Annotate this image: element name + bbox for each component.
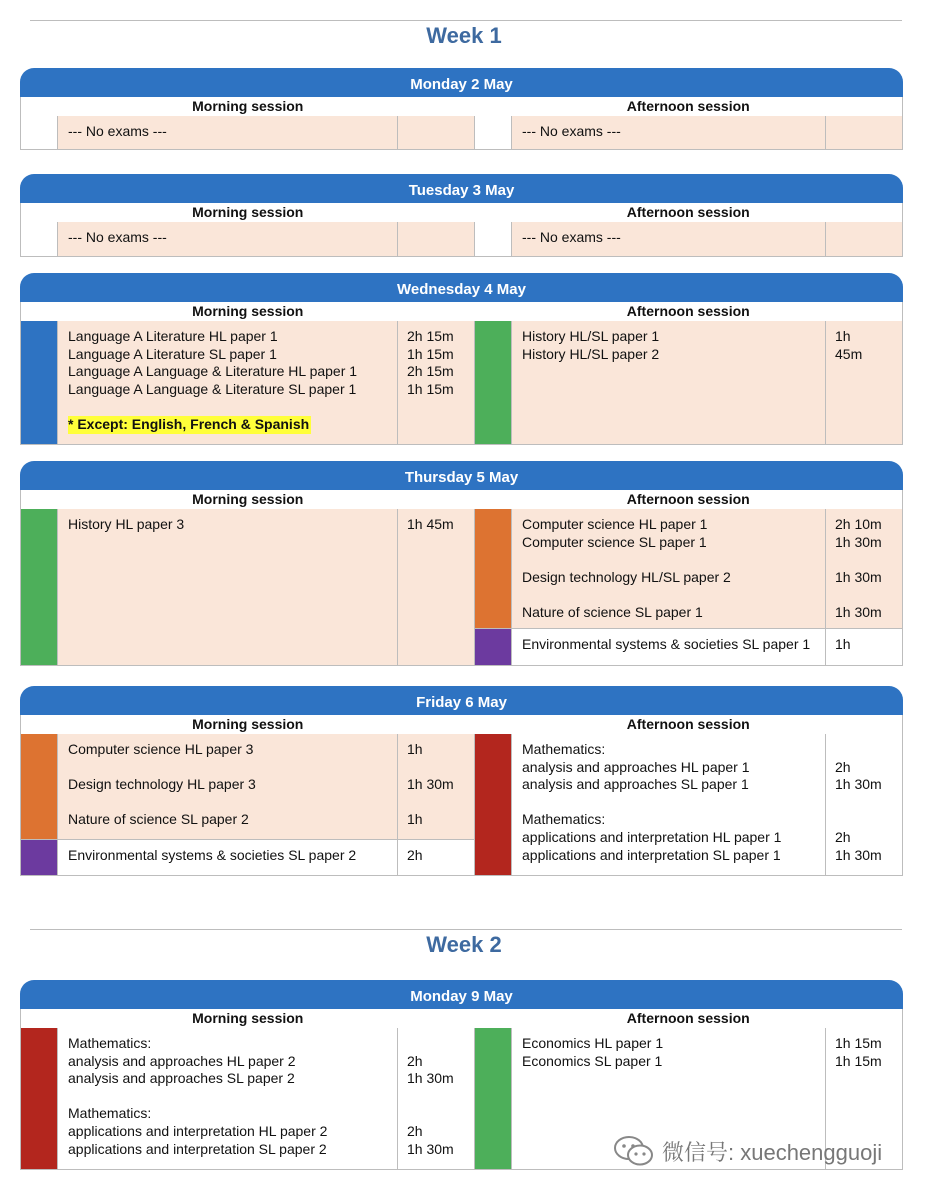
- exam-subject: [68, 398, 389, 416]
- exam-duration: [835, 586, 898, 604]
- exam-subject: applications and interpretation SL paper 2: [68, 1140, 327, 1157]
- exam-duration: 1h 15m: [407, 380, 454, 397]
- exam-duration: 1h 45m: [407, 516, 454, 532]
- day-wednesday-4-may: [20, 273, 903, 445]
- exam-duration: [835, 551, 898, 569]
- duration-list: [398, 222, 474, 256]
- exam-duration: [835, 229, 898, 247]
- exam-duration: [407, 1088, 470, 1106]
- exam-subject: Economics HL paper 1: [522, 1035, 664, 1051]
- subject-color-bar: [475, 509, 512, 628]
- exam-group: [21, 1028, 474, 1169]
- morning-session-label: Morning session: [192, 491, 304, 507]
- day-body: [20, 116, 903, 150]
- day-body: [20, 222, 903, 257]
- week-1-rule: [30, 20, 902, 21]
- exam-subject: Computer science HL paper 3: [68, 741, 254, 757]
- exam-subject: [522, 586, 817, 604]
- subject-color-bar: [21, 840, 58, 875]
- duration-list: [826, 734, 902, 875]
- exam-group: [475, 509, 902, 628]
- afternoon-column: [475, 509, 902, 665]
- subject-color-bar: [21, 1028, 58, 1169]
- exam-group: [475, 734, 902, 875]
- session-labels: [20, 97, 903, 116]
- day-header: Friday 6 May: [20, 686, 903, 715]
- day-friday-6-may: [20, 686, 903, 876]
- subject-color-bar: [21, 116, 58, 149]
- exam-subject: Environmental systems & societies SL paper 2: [68, 847, 357, 863]
- duration-list: [398, 116, 474, 149]
- session-labels: [20, 1009, 903, 1028]
- duration-list: [398, 509, 474, 665]
- exam-subject: Mathematics:: [522, 811, 606, 828]
- exam-duration: 1h 15m: [835, 1052, 882, 1069]
- duration-list: [826, 321, 902, 444]
- afternoon-column: [475, 222, 902, 256]
- exam-duration: 1h 30m: [835, 776, 882, 793]
- exam-subject: applications and interpretation SL paper 1: [522, 846, 781, 863]
- exam-duration: 1h 30m: [835, 568, 882, 585]
- duration-list: [826, 116, 902, 149]
- exam-duration: [407, 398, 470, 416]
- exam-subject: Language A Language & Literature HL paper 1: [68, 363, 358, 380]
- subject-list: [512, 509, 826, 628]
- week-2-rule: [30, 929, 902, 930]
- day-thursday-5-may: [20, 461, 903, 666]
- exam-duration: 2h 15m: [407, 363, 454, 380]
- day-tuesday-3-may: [20, 174, 903, 257]
- exam-duration: [407, 794, 470, 812]
- morning-session-label: Morning session: [192, 1010, 304, 1026]
- subject-color-bar: [475, 1028, 512, 1169]
- subject-list: [58, 840, 398, 875]
- exam-duration: 2h: [407, 1052, 423, 1069]
- exam-subject: [522, 794, 817, 812]
- day-body: [20, 734, 903, 876]
- subject-list: [58, 509, 398, 665]
- exam-duration: [835, 811, 898, 829]
- day-header: Monday 2 May: [20, 68, 903, 97]
- duration-list: [398, 1028, 474, 1169]
- afternoon-column: [475, 116, 902, 149]
- exception-highlight: * Except: English, French & Spanish: [68, 415, 310, 432]
- duration-list: [826, 509, 902, 628]
- exam-subject: [522, 551, 817, 569]
- afternoon-session-label: Afternoon session: [626, 204, 750, 220]
- exam-subject: --- No exams ---: [68, 123, 167, 139]
- exam-duration: 1h 15m: [835, 1035, 882, 1051]
- subject-list: [512, 734, 826, 875]
- subject-color-bar: [21, 321, 58, 444]
- watermark-text: 微信号: xuechengguoji: [662, 1139, 883, 1165]
- subject-list: [512, 321, 826, 444]
- exam-subject: analysis and approaches SL paper 1: [522, 776, 749, 793]
- exam-subject: --- No exams ---: [522, 229, 621, 245]
- exam-duration: 2h 10m: [835, 516, 882, 532]
- exam-duration: 1h: [407, 741, 423, 757]
- morning-column: [21, 321, 475, 444]
- exam-duration: [835, 741, 898, 759]
- exam-duration: [835, 794, 898, 812]
- exam-group: [21, 509, 474, 665]
- exam-duration: 1h 30m: [407, 1140, 454, 1157]
- exam-subject: Environmental systems & societies SL paper 1: [522, 636, 811, 652]
- subject-list: [58, 116, 398, 149]
- exam-subject: Mathematics:: [68, 1035, 152, 1051]
- exam-subject: [68, 759, 389, 777]
- exam-duration: 2h 15m: [407, 328, 454, 344]
- exam-subject: analysis and approaches HL paper 1: [522, 758, 750, 775]
- morning-column: [21, 116, 475, 149]
- exam-duration: 1h: [835, 328, 851, 344]
- exam-group: [475, 628, 902, 665]
- subject-color-bar: [21, 734, 58, 839]
- exam-subject: analysis and approaches HL paper 2: [68, 1052, 296, 1069]
- exam-subject: Nature of science SL paper 1: [522, 603, 703, 620]
- exam-subject: Computer science SL paper 1: [522, 533, 707, 550]
- afternoon-session-label: Afternoon session: [626, 98, 750, 114]
- exam-subject: Economics SL paper 1: [522, 1052, 663, 1069]
- exam-duration: 2h: [835, 758, 851, 775]
- afternoon-session-label: Afternoon session: [626, 491, 750, 507]
- afternoon-column: [475, 734, 902, 875]
- afternoon-session-label: Afternoon session: [626, 1010, 750, 1026]
- subject-list: [58, 734, 398, 839]
- week-1-title: Week 1: [426, 23, 502, 48]
- exam-group: [475, 116, 902, 149]
- exam-duration: 1h 30m: [835, 603, 882, 620]
- exam-duration: 1h 30m: [835, 846, 882, 863]
- duration-list: [826, 222, 902, 256]
- exam-duration: 2h: [407, 1122, 423, 1139]
- exam-duration: [407, 416, 470, 434]
- exam-subject: applications and interpretation HL paper 2: [68, 1122, 328, 1139]
- morning-session-label: Morning session: [192, 303, 304, 319]
- morning-column: [21, 1028, 475, 1169]
- exam-duration: [407, 1035, 470, 1053]
- subject-list: [58, 321, 398, 444]
- exam-subject: Design technology HL/SL paper 2: [522, 568, 731, 585]
- exception-note: [68, 416, 389, 434]
- wechat-icon: [612, 1134, 656, 1168]
- session-labels: [20, 715, 903, 734]
- exam-subject: analysis and approaches SL paper 2: [68, 1070, 295, 1087]
- exam-duration: 45m: [835, 345, 863, 362]
- exam-subject: [68, 794, 389, 812]
- exam-subject: History HL paper 3: [68, 516, 185, 532]
- exam-duration: 1h: [407, 811, 423, 828]
- exam-duration: 1h 30m: [407, 1070, 454, 1087]
- subject-color-bar: [475, 321, 512, 444]
- subject-color-bar: [21, 222, 58, 256]
- exam-group: [21, 222, 474, 256]
- exam-duration: [407, 1105, 470, 1123]
- week-2-title: Week 2: [426, 932, 502, 957]
- watermark: [612, 1134, 882, 1168]
- exam-duration: [407, 759, 470, 777]
- exam-subject: Mathematics:: [68, 1105, 152, 1122]
- subject-color-bar: [21, 509, 58, 665]
- day-body: [20, 509, 903, 666]
- morning-session-label: Morning session: [192, 716, 304, 732]
- subject-color-bar: [475, 116, 512, 149]
- morning-session-label: Morning session: [192, 204, 304, 220]
- morning-column: [21, 222, 475, 256]
- exam-duration: [835, 123, 898, 141]
- exam-duration: 2h: [407, 847, 423, 863]
- day-header: Wednesday 4 May: [20, 273, 903, 302]
- day-header: Thursday 5 May: [20, 461, 903, 490]
- subject-color-bar: [475, 734, 512, 875]
- exam-group: [21, 321, 474, 444]
- exam-subject: Language A Literature SL paper 1: [68, 345, 277, 362]
- subject-list: [512, 222, 826, 256]
- duration-list: [398, 840, 474, 875]
- day-body: [20, 321, 903, 445]
- subject-list: [512, 629, 826, 665]
- duration-list: [826, 629, 902, 665]
- day-header: Tuesday 3 May: [20, 174, 903, 203]
- session-labels: [20, 490, 903, 509]
- exam-duration: 1h 15m: [407, 345, 454, 362]
- exam-subject: Design technology HL paper 3: [68, 776, 256, 793]
- afternoon-column: [475, 321, 902, 444]
- exam-subject: [68, 1088, 389, 1106]
- exam-duration: [407, 123, 470, 141]
- exam-subject: Language A Literature HL paper 1: [68, 328, 278, 344]
- exam-subject: History HL/SL paper 1: [522, 328, 660, 344]
- subject-list: [512, 116, 826, 149]
- session-labels: [20, 302, 903, 321]
- exam-group: [21, 116, 474, 149]
- exam-subject: applications and interpretation HL paper 1: [522, 828, 782, 845]
- day-monday-2-may: [20, 68, 903, 150]
- exam-group: [21, 734, 474, 839]
- exam-group: [475, 222, 902, 256]
- exam-group: [475, 321, 902, 444]
- day-header: Monday 9 May: [20, 980, 903, 1009]
- exam-subject: Mathematics:: [522, 741, 606, 757]
- exam-subject: Nature of science SL paper 2: [68, 811, 249, 828]
- morning-column: [21, 509, 475, 665]
- subject-color-bar: [475, 629, 512, 665]
- exam-subject: Language A Language & Literature SL paper 1: [68, 380, 357, 397]
- exam-duration: 1h: [835, 636, 851, 652]
- exam-duration: 2h: [835, 828, 851, 845]
- morning-session-label: Morning session: [192, 98, 304, 114]
- session-labels: [20, 203, 903, 222]
- afternoon-session-label: Afternoon session: [626, 716, 750, 732]
- exam-subject: --- No exams ---: [522, 123, 621, 139]
- afternoon-session-label: Afternoon session: [626, 303, 750, 319]
- exam-subject: Computer science HL paper 1: [522, 516, 708, 532]
- exam-duration: [407, 229, 470, 247]
- exam-duration: 1h 30m: [407, 776, 454, 793]
- exam-subject: --- No exams ---: [68, 229, 167, 245]
- exam-duration: 1h 30m: [835, 533, 882, 550]
- exam-group: [21, 839, 474, 875]
- subject-list: [58, 1028, 398, 1169]
- exam-subject: History HL/SL paper 2: [522, 345, 660, 362]
- duration-list: [398, 321, 474, 444]
- duration-list: [398, 734, 474, 839]
- subject-color-bar: [475, 222, 512, 256]
- morning-column: [21, 734, 475, 875]
- subject-list: [58, 222, 398, 256]
